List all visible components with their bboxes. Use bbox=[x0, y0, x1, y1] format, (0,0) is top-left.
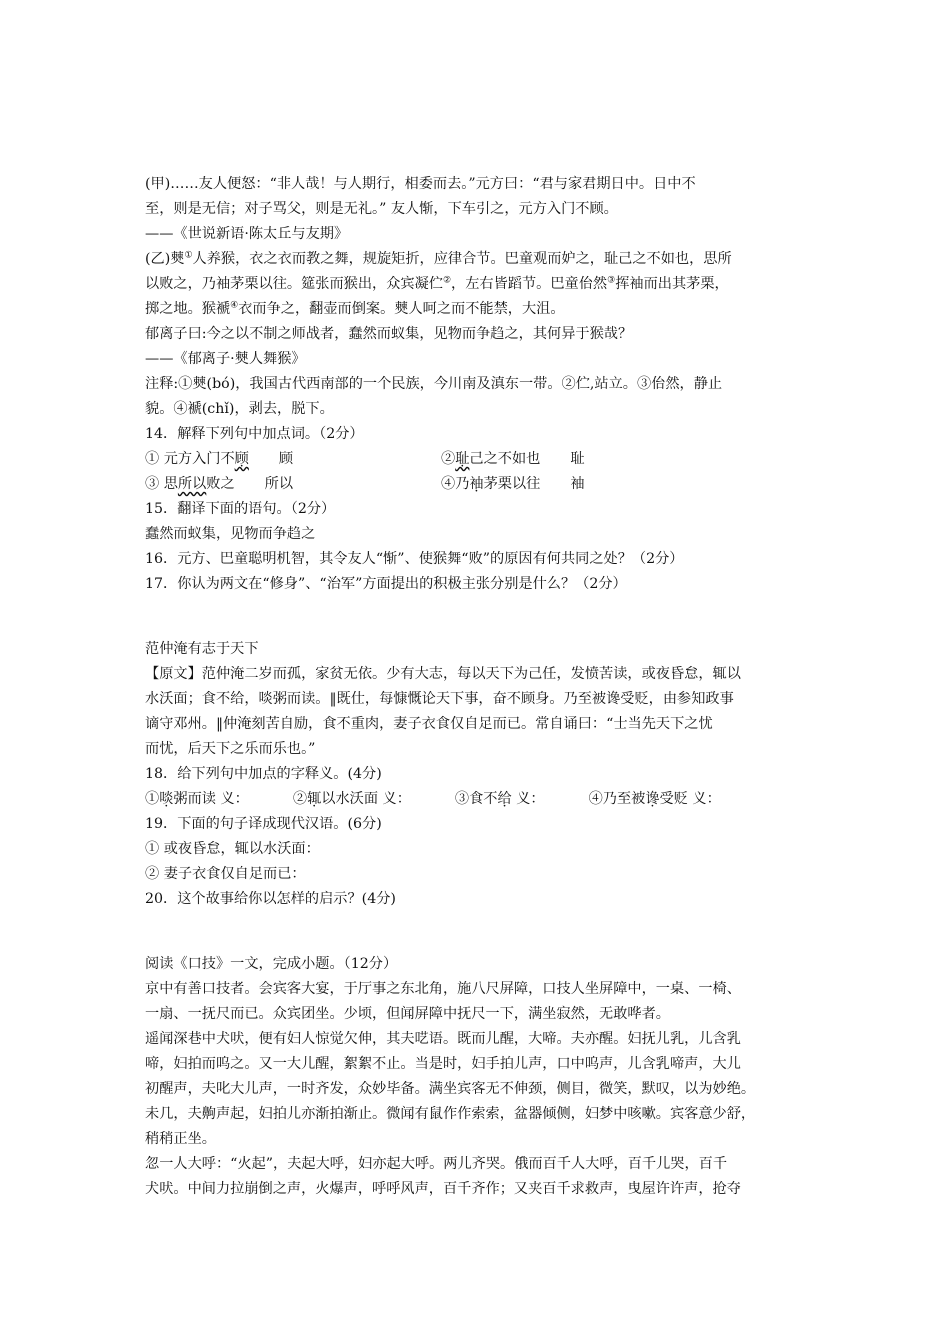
q18-option-4 bbox=[589, 787, 721, 812]
text-span: 败之 bbox=[206, 476, 235, 492]
text-span: (乙)僰 bbox=[145, 251, 185, 267]
passage-yi-line-2 bbox=[145, 272, 810, 297]
text-span: ① bbox=[145, 791, 160, 807]
footnote-marker: ④ bbox=[230, 300, 239, 311]
q18-option-3 bbox=[455, 787, 545, 812]
text-span: 衣而争之，翻壶而倒案。僰人呵之而不能禁，大沮。 bbox=[238, 301, 565, 317]
passage3-heading: 阅读《口技》一文，完成小题。（12分） bbox=[145, 956, 398, 972]
dotted-word: 给 bbox=[497, 791, 512, 807]
dotted-word: 辄 bbox=[307, 791, 322, 807]
question-15: 15．翻译下面的语句。（2分） bbox=[145, 501, 336, 517]
question-18-options bbox=[145, 787, 810, 812]
dotted-word: 啖 bbox=[159, 791, 174, 807]
notes-line-1: 注释:①僰(bó)，我国古代西南部的一个民族，今川南及滇东一带。②伫,站立。③佁然，静止 bbox=[145, 376, 723, 392]
passage-jia-line-2: 至，则是无信；对子骂父，则是无礼。” 友人惭，下车引之，元方入门不顾。 bbox=[145, 201, 618, 217]
question-19-item-2: ② 妻子衣食仅自足而已： bbox=[145, 866, 306, 882]
text-span: ③食不 bbox=[454, 791, 498, 807]
question-19: 19．下面的句子译成现代汉语。(6分) bbox=[145, 816, 382, 832]
passage3-line-2: 一扇、一抚尺而已。众宾团坐。少顷，但闻屏障中抚尺一下，满坐寂然，无敢哗者。 bbox=[145, 1006, 670, 1022]
q14-option-2 bbox=[441, 447, 585, 472]
answer-hint: 袖 bbox=[570, 476, 585, 492]
notes-line-2: 貌。④褫(chǐ)，剥去，脱下。 bbox=[145, 401, 334, 417]
passage3-line-8: 忽一人大呼：“火起”，夫起大呼，妇亦起大呼。两儿齐哭。俄而百千人大呼，百千儿哭，百千 bbox=[145, 1156, 728, 1172]
passage-yi-source: ——《郁离子·僰人舞猴》 bbox=[145, 351, 306, 367]
passage-yi-line-4: 郁离子曰:今之以不制之师战者，蠢然而蚁集，见物而争趋之，其何异于猴哉？ bbox=[145, 326, 633, 342]
passage3-line-9: 犬吠。中间力拉崩倒之声，火爆声，呼呼风声，百千齐作；又夹百千求救声，曳屋许许声，抢夺 bbox=[145, 1181, 741, 1197]
footnote-marker: ③ bbox=[607, 275, 616, 286]
passage2-body-line-2: 水沃面；食不给，啖粥而读。‖既仕，每慷慨论天下事，奋不顾身。乃至被谗受贬，由参知政事 bbox=[145, 691, 734, 707]
q18-option-2 bbox=[293, 787, 411, 812]
text-span: 义： bbox=[511, 791, 545, 807]
text-span: ③ 思 bbox=[145, 476, 178, 492]
question-17: 17．你认为两文在“修身”、“治军”方面提出的积极主张分别是什么？（2分） bbox=[145, 576, 627, 592]
dotted-word: 谗 bbox=[645, 791, 660, 807]
text-span: 掷之地。猴褫 bbox=[145, 301, 231, 317]
dotted-word: 顾 bbox=[234, 451, 249, 467]
question-14-row-2 bbox=[145, 472, 810, 497]
section-gap bbox=[145, 912, 810, 952]
text-span: 以败之，乃袖茅栗以往。筵张而猴出，众宾凝伫 bbox=[145, 276, 443, 292]
question-19-item-1: ① 或夜昏怠，辄以水沃面： bbox=[145, 841, 320, 857]
text-span: 茅栗以往 bbox=[483, 476, 541, 492]
passage-yi-line-3 bbox=[145, 297, 810, 322]
passage3-line-6: 未几，夫齁声起，妇拍儿亦渐拍渐止。微闻有鼠作作索索，盆器倾侧，妇梦中咳嗽。宾客意少舒， bbox=[145, 1106, 756, 1122]
question-16: 16．元方、巴童聪明机智，其令友人“惭”、使猴舞“败”的原因有何共同之处？（2分） bbox=[145, 551, 684, 567]
passage2-body-line-4: 而忧，后天下之乐而乐也。” bbox=[145, 741, 316, 757]
text-span: ，左右皆蹈节。巴童佁然 bbox=[451, 276, 608, 292]
passage-jia-line-1: (甲)……友人便怒：“非人哉！与人期行，相委而去。”元方曰：“君与家君期日中。日中不 bbox=[145, 176, 696, 192]
text-span: ② bbox=[292, 791, 308, 807]
passage3-line-3: 遥闻深巷中犬吠，便有妇人惊觉欠伸，其夫呓语。既而儿醒，大啼。夫亦醒。妇抚儿乳，儿含乳 bbox=[145, 1031, 741, 1047]
passage-jia-source: ——《世说新语·陈太丘与友期》 bbox=[145, 226, 349, 242]
q14-option-1 bbox=[145, 447, 441, 472]
passage2-body-line-3: 谪守邓州。‖仲淹刻苦自励，食不重肉，妻子衣食仅自足而已。常自诵曰：“士当先天下之忧 bbox=[145, 716, 713, 732]
text-span: 以水沃面 义： bbox=[321, 791, 411, 807]
footnote-marker: ① bbox=[184, 250, 193, 261]
text-span: 己之不如也 bbox=[469, 451, 541, 467]
text-span: 挥袖而出其茅栗， bbox=[615, 276, 729, 292]
text-span: 人养猴，衣之衣而教之舞，规旋矩折，应律合节。巴童观而妒之，耻己之不如也，思所 bbox=[192, 251, 732, 267]
question-14: 14．解释下列句中加点词。（2分） bbox=[145, 426, 364, 442]
answer-hint: 顾 bbox=[278, 451, 294, 467]
section-gap bbox=[145, 597, 810, 637]
passage3-line-5: 初醒声，夫叱大儿声，一时齐发，众妙毕备。满坐宾客无不伸颈，侧目，微笑，默叹，以为妙绝。 bbox=[145, 1081, 756, 1097]
text-span: ② bbox=[441, 451, 456, 467]
text-span: 受贬 义： bbox=[659, 791, 721, 807]
dotted-word: 所以 bbox=[177, 476, 207, 492]
q18-option-1 bbox=[145, 787, 249, 812]
question-15-sentence: 蠢然而蚁集，见物而争趋之 bbox=[145, 526, 316, 542]
text-span: ④乃至被 bbox=[588, 791, 646, 807]
passage3-line-1: 京中有善口技者。会宾客大宴，于厅事之东北角，施八尺屏障，口技人坐屏障中，一桌、一椅、 bbox=[145, 981, 741, 997]
text-span: ④乃 bbox=[441, 476, 470, 492]
passage2-body-line-1: 【原文】范仲淹二岁而孤，家贫无依。少有大志，每以天下为己任，发愤苦读，或夜昏怠，辄以 bbox=[145, 666, 741, 682]
q14-option-3 bbox=[145, 472, 441, 497]
text-span: ① 元方入门不 bbox=[145, 451, 235, 467]
dotted-word: 袖 bbox=[469, 476, 484, 492]
footnote-marker: ② bbox=[442, 275, 452, 286]
passage2-title: 范仲淹有志于天下 bbox=[145, 641, 259, 657]
passage3-line-4: 啼，妇拍而呜之。又一大儿醒，絮絮不止。当是时，妇手拍儿声，口中呜声，儿含乳啼声，大儿 bbox=[145, 1056, 741, 1072]
answer-hint: 耻 bbox=[570, 451, 585, 467]
document-page bbox=[145, 172, 810, 1202]
text-span: 粥而读 义： bbox=[173, 791, 249, 807]
answer-hint: 所以 bbox=[264, 476, 294, 492]
question-14-row-1 bbox=[145, 447, 810, 472]
passage3-line-7: 稍稍正坐。 bbox=[145, 1131, 216, 1147]
question-18: 18．给下列句中加点的字释义。(4分) bbox=[145, 766, 382, 782]
question-20: 20．这个故事给你以怎样的启示？(4分) bbox=[145, 891, 396, 907]
dotted-word: 耻 bbox=[455, 451, 470, 467]
passage-yi-line-1 bbox=[145, 247, 810, 272]
